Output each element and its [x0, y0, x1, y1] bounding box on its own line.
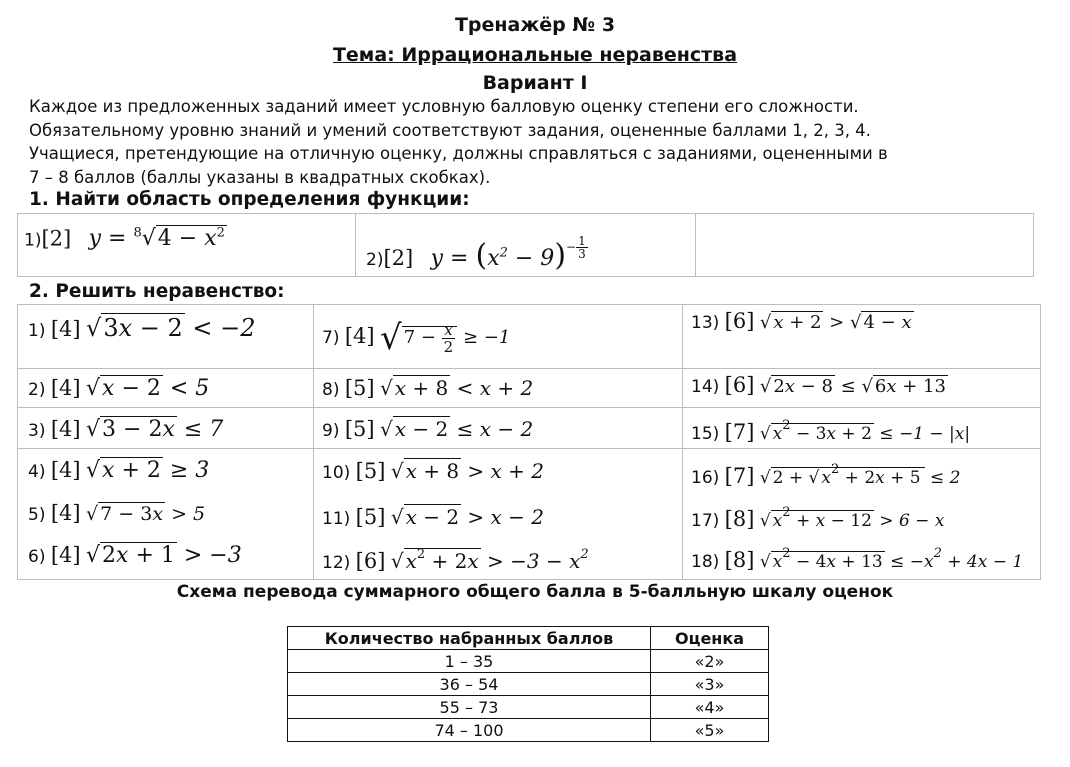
task2-3: 3) [4] √3 − 2x ≤ 7 — [28, 417, 224, 442]
grade-cell: «5» — [651, 719, 769, 742]
col-header-grade: Оценка — [651, 627, 769, 650]
grade-cell: «2» — [651, 650, 769, 673]
table-row — [288, 719, 769, 742]
task2-7: 7) [4] √ 7 − $\frac{x}{2}$ ≥ −1 — [322, 318, 511, 358]
table-row — [288, 696, 769, 719]
grade-cell: «3» — [651, 673, 769, 696]
intro-line: 7 – 8 баллов (баллы указаны в квадратных скобках). — [29, 167, 491, 187]
table-row — [288, 650, 769, 673]
task2-10: 10) [5] √ x + 8 > x + 2 — [322, 459, 545, 483]
variant-heading: Вариант I — [482, 72, 588, 94]
task2-18: 18) [8] √ $x^2 - 4x + 13 \le -x^2 + 4x - 1$ — [691, 546, 1024, 572]
task2-5: 5) [4] √ 7 − 3x > 5 — [28, 501, 206, 525]
task2-12: 12) [6] √ $x^2 + 2x > -3 - x^2$ — [322, 547, 589, 573]
section2-heading: 2. Решить неравенство: — [29, 281, 285, 302]
task2-16: 16) [7] √ 2 + √ $x^2 + 2x + 5 \le 2$ — [691, 462, 961, 488]
section1-heading: 1. Найти область определения функции: — [29, 189, 470, 210]
worksheet-title: Тренажёр № 3 — [454, 14, 616, 36]
intro-paragraph — [29, 95, 888, 189]
task1-2: 2)[2] $y = (x^2 - 9)-$ $\frac{1}{3}$ — [366, 234, 586, 273]
task2-9: 9) [5] √ x − 2 ≤ x − 2 — [322, 417, 534, 441]
table-row — [288, 673, 769, 696]
intro-line: Обязательному уровню знаний и умений соответствуют задания, оцененные баллами 1, 2, 3, 4. — [29, 120, 871, 140]
scheme-heading: Схема перевода суммарного общего балла в 5-балльную шкалу оценок — [176, 582, 894, 602]
intro-line: Каждое из предложенных заданий имеет условную балловую оценку степени его сложности. — [29, 97, 859, 116]
task2-13: 13) [6] √ x + 2 > √ 4 − x — [691, 309, 912, 333]
task2-15: 15) [7] √ $x^2 - 3x + 2 \le -1 - |x|$ — [691, 418, 971, 444]
task2-8: 8) [5] √ x + 8 < x + 2 — [322, 376, 534, 400]
task2-11: 11) [5] √ x − 2 > x − 2 — [322, 505, 545, 529]
task2-6: 6) [4] √2x + 1 > −3 — [28, 543, 242, 568]
task1-1: 1)[2] $y = ^8√4 - x^2$ — [24, 226, 225, 252]
task2-2: 2) [4] √x − 2 < 5 — [28, 376, 210, 401]
score-table-header — [288, 627, 769, 650]
points-cell: 55 – 73 — [288, 696, 651, 719]
grade-cell: «4» — [651, 696, 769, 719]
topic-heading: Тема: Иррациональные неравенства — [332, 44, 738, 66]
col-header-points: Количество набранных баллов — [288, 627, 651, 650]
task2-1: 1) [4] √3x − 2 < −2 — [28, 314, 256, 342]
task2-14: 14) [6] √ 2x − 8 ≤ √ 6x + 13 — [691, 373, 946, 397]
points-cell: 1 – 35 — [288, 650, 651, 673]
intro-line: Учащиеся, претендующие на отличную оценку, должны справляться с заданиями, оцененными в — [29, 144, 888, 163]
points-cell: 74 – 100 — [288, 719, 651, 742]
score-table — [287, 626, 769, 742]
task2-17: 17) [8] √ $x^2 + x - 12 > 6 - x$ — [691, 505, 945, 531]
points-cell: 36 – 54 — [288, 673, 651, 696]
task2-4: 4) [4] √x + 2 ≥ 3 — [28, 458, 210, 483]
